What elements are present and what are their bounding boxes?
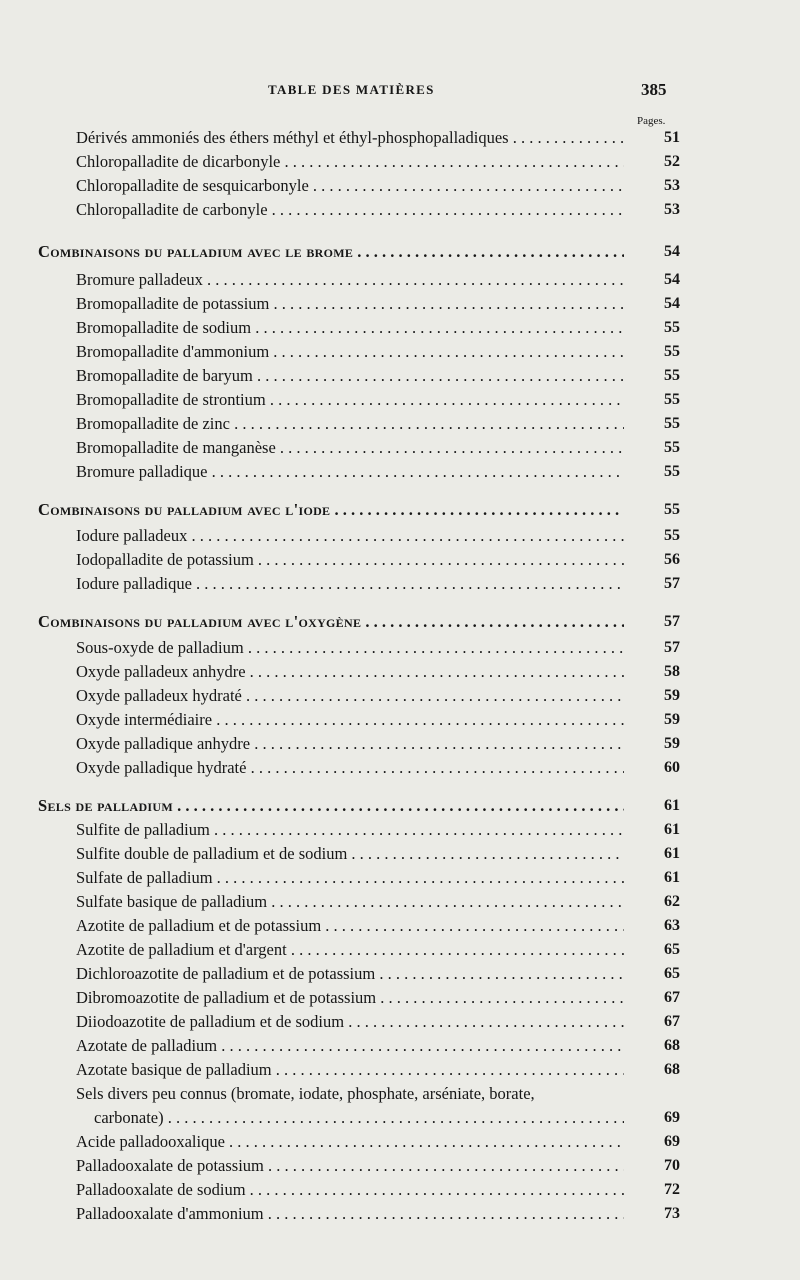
toc-entry [0, 1154, 800, 1178]
toc-entry-page: 61 [664, 797, 680, 814]
toc-entry-title: Diiodoazotite de palladium et de sodium . . . [76, 1010, 624, 1034]
toc-entry-page: 59 [664, 735, 680, 752]
toc-entry-page: 55 [664, 439, 680, 456]
toc-entry-page: 55 [664, 415, 680, 432]
toc-entry-page: 59 [664, 687, 680, 704]
toc-entry [0, 388, 800, 412]
toc-entry-page: 56 [664, 551, 680, 568]
toc-entry-title: Oxyde intermédiaire . . . [76, 708, 624, 732]
toc-entry-page: 57 [664, 639, 680, 656]
toc-entry [0, 1058, 800, 1082]
toc-entry [0, 340, 800, 364]
toc-entry-page: 67 [664, 989, 680, 1006]
toc-entry-title: Palladooxalate d'ammonium . . . [76, 1202, 624, 1226]
toc-entry [0, 914, 800, 938]
toc-entry-page: 67 [664, 1013, 680, 1030]
toc-entry-title: Chloropalladite de sesquicarbonyle . . . [76, 174, 624, 198]
toc-section-heading [0, 240, 800, 264]
toc-entry [0, 1178, 800, 1202]
toc-entry [0, 292, 800, 316]
toc-entry-title: Combinaisons du palladium avec l'iode . . . [38, 498, 624, 522]
toc-entry-page: 54 [664, 243, 680, 260]
toc-entry-page: 55 [664, 343, 680, 360]
toc-entry-page: 55 [664, 391, 680, 408]
toc-entry-page: 57 [664, 613, 680, 630]
toc-entry-page: 70 [664, 1157, 680, 1174]
toc-entry-title: Oxyde palladique hydraté . . . [76, 756, 624, 780]
toc-entry-title: Bromopalladite de zinc . . . [76, 412, 624, 436]
toc-entry-page: 69 [664, 1133, 680, 1150]
toc-entry [0, 524, 800, 548]
toc-entry-title: Chloropalladite de carbonyle . . . [76, 198, 624, 222]
toc-entry-title: Bromopalladite de manganèse . . . [76, 436, 624, 460]
toc-entry-page: 51 [664, 129, 680, 146]
toc-entry-title: Bromopalladite de strontium . . . [76, 388, 624, 412]
toc-entry [0, 548, 800, 572]
toc-entry [0, 962, 800, 986]
toc-entry-title: Combinaisons du palladium avec l'oxygène . . . [38, 610, 624, 634]
toc-entry-page: 53 [664, 177, 680, 194]
toc-entry-title: Bromopalladite d'ammonium . . . [76, 340, 624, 364]
toc-entry-page: 58 [664, 663, 680, 680]
toc-entry [0, 126, 800, 150]
toc-entry-page: 68 [664, 1061, 680, 1078]
toc-entry-page: 72 [664, 1181, 680, 1198]
toc-entry-title: Palladooxalate de potassium . . . [76, 1154, 624, 1178]
toc-entry [0, 818, 800, 842]
toc-entry-page: 62 [664, 893, 680, 910]
toc-entry-title: Bromure palladique . . . [76, 460, 624, 484]
toc-entry-title: Bromopalladite de potassium . . . [76, 292, 624, 316]
toc-entry-title: Bromure palladeux . . . [76, 268, 624, 292]
toc-entry-page: 55 [664, 367, 680, 384]
toc-entry-page: 55 [664, 501, 680, 518]
toc-entry-title: Bromopalladite de sodium . . . [76, 316, 624, 340]
toc-entry-title: Sels de palladium . . . [38, 794, 624, 818]
toc-entry-title: Palladooxalate de sodium . . . [76, 1178, 624, 1202]
toc-entry-title: Oxyde palladique anhydre . . . [76, 732, 624, 756]
pages-column-label: Pages. [637, 115, 666, 127]
toc-entry-title: Dichloroazotite de palladium et de potassium . . . [76, 962, 624, 986]
toc-entry [0, 866, 800, 890]
toc-entry-title: Bromopalladite de baryum . . . [76, 364, 624, 388]
toc-entry-page: 73 [664, 1205, 680, 1222]
toc-entry-page: 61 [664, 821, 680, 838]
toc-entry-page: 65 [664, 941, 680, 958]
toc-entry [0, 1034, 800, 1058]
toc-entry-title: Dérivés ammoniés des éthers méthyl et éthyl-phosphopalladiques . . . [76, 126, 624, 150]
toc-entry-page: 59 [664, 711, 680, 728]
toc-entry-title: Iodopalladite de potassium . . . [76, 548, 624, 572]
toc-entry [0, 1130, 800, 1154]
toc-entry [0, 1106, 800, 1130]
toc-entry [0, 412, 800, 436]
toc-entry-title: Azotate de palladium . . . [76, 1034, 624, 1058]
toc-entry [0, 268, 800, 292]
toc-entry-page: 69 [664, 1109, 680, 1126]
toc-entry-title: Sulfite double de palladium et de sodium . . . [76, 842, 624, 866]
toc-entry [0, 1202, 800, 1226]
toc-entry-page: 61 [664, 845, 680, 862]
toc-entry-page: 63 [664, 917, 680, 934]
toc-entry-title: Azotite de palladium et de potassium . . . [76, 914, 624, 938]
toc-entry-title: Azotite de palladium et d'argent . . . [76, 938, 624, 962]
toc-entry [0, 708, 800, 732]
toc-entry-title: Chloropalladite de dicarbonyle . . . [76, 150, 624, 174]
toc-entry-page: 55 [664, 527, 680, 544]
toc-entry-title: Azotate basique de palladium . . . [76, 1058, 624, 1082]
toc-entry [0, 1082, 800, 1106]
toc-entry-title: Combinaisons du palladium avec le brome . . . [38, 240, 624, 264]
toc-entry-page: 53 [664, 201, 680, 218]
toc-entry-page: 54 [664, 295, 680, 312]
toc-entry [0, 150, 800, 174]
toc-entry-page: 60 [664, 759, 680, 776]
toc-entry-page: 68 [664, 1037, 680, 1054]
toc-entry [0, 572, 800, 596]
toc-entry-page: 55 [664, 463, 680, 480]
toc-entry-title: Sous-oxyde de palladium . . . [76, 636, 624, 660]
toc-section-heading [0, 498, 800, 522]
toc-entry-page: 55 [664, 319, 680, 336]
toc-entry [0, 986, 800, 1010]
toc-entry-title: carbonate) . . . [94, 1106, 624, 1130]
page-number: 385 [641, 80, 667, 99]
toc-entry-title: Dibromoazotite de palladium et de potassium . . . [76, 986, 624, 1010]
toc-entry-title: Iodure palladique . . . [76, 572, 624, 596]
toc-entry-title: Oxyde palladeux hydraté . . . [76, 684, 624, 708]
toc-entry-title: Acide palladooxalique . . . [76, 1130, 624, 1154]
toc-entry [0, 436, 800, 460]
toc-entry-page: 52 [664, 153, 680, 170]
toc-entry [0, 890, 800, 914]
toc-entry-page: 65 [664, 965, 680, 982]
toc-entry [0, 460, 800, 484]
toc-entry [0, 732, 800, 756]
toc-entry-title: Iodure palladeux . . . [76, 524, 624, 548]
toc-entry [0, 364, 800, 388]
toc-entry [0, 636, 800, 660]
toc-entry-page: 54 [664, 271, 680, 288]
toc-section-heading [0, 794, 800, 818]
toc-entry-page: 61 [664, 869, 680, 886]
toc-entry-page: 57 [664, 575, 680, 592]
toc-entry [0, 842, 800, 866]
toc-entry-title: Oxyde palladeux anhydre . . . [76, 660, 624, 684]
toc-entry-title: Sels divers peu connus (bromate, iodate, phosphate, arséniate, borate, [76, 1084, 535, 1103]
toc-entry [0, 198, 800, 222]
toc-entry-title: Sulfate basique de palladium . . . [76, 890, 624, 914]
running-title: TABLE DES MATIÈRES [268, 82, 435, 97]
toc-entry-title: Sulfite de palladium . . . [76, 818, 624, 842]
toc-entry [0, 174, 800, 198]
toc-entry [0, 660, 800, 684]
toc-entry-title: Sulfate de palladium . . . [76, 866, 624, 890]
toc-section-heading [0, 610, 800, 634]
toc-entry [0, 684, 800, 708]
toc-entry [0, 938, 800, 962]
page-header [0, 82, 800, 106]
toc-entry [0, 316, 800, 340]
toc-entry [0, 1010, 800, 1034]
toc-entry [0, 756, 800, 780]
